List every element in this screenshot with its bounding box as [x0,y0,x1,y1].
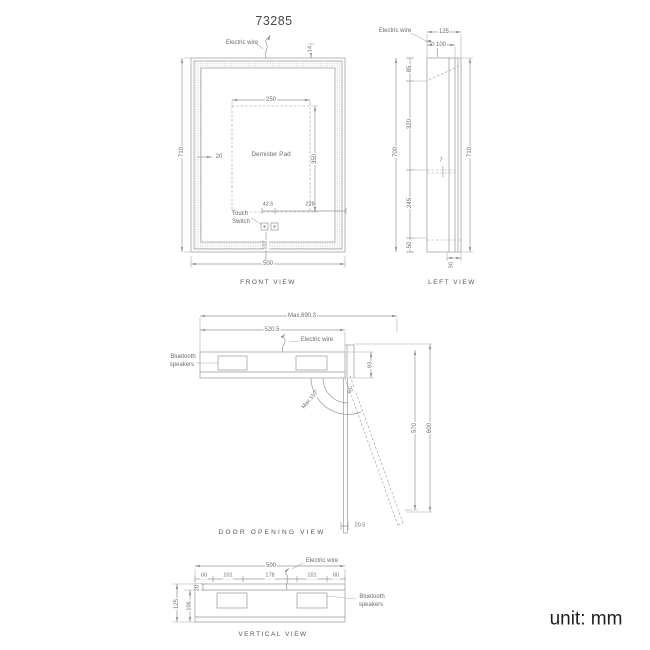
vertical-seg-60a-label: 60 [200,572,208,579]
demister-pad-label: Demister Pad [251,150,291,158]
vertical-dim-20 [200,584,206,590]
left-view-title: LEFT VIEW [428,278,476,286]
door-open-110-dashed [345,376,403,525]
door-electric-wire-label: Electric wire [300,337,334,343]
vertical-dim-106-label: 106 [186,601,193,611]
angle-arcs [311,378,361,414]
left-extension-lines [414,34,473,261]
wall-bracket [345,345,354,378]
speaker-left-door [218,356,247,370]
vertical-seg-101a-label: 101 [223,572,233,579]
door-dim-20-5-label: 20.5 [354,522,366,529]
drawing-title: 73285 [255,13,293,28]
vertical-view-title: VERTICAL VIEW [238,630,308,638]
left-dim-125-label: 125 [438,29,450,35]
left-dim-700-label: 700 [393,146,399,158]
front-dim-switch [262,208,346,264]
touch-switch-glyph-1 [264,226,266,228]
front-dim-14-label: 14 [307,45,314,53]
door-dim-570-label: 570 [412,422,418,434]
left-dim-100-label: 100 [435,42,447,48]
touch-switch-glyph-2 [274,226,276,228]
door-dim-520-label: 520.5 [264,327,280,333]
door-angle-90-label: 90° [346,385,357,396]
front-leader-lines [251,44,263,224]
door-dim-max-label: Max.690.3 [287,313,317,319]
vertical-inner-lines [195,590,345,617]
touch-switch-label-1: Touch [231,211,249,217]
door-extension-lines [200,318,432,512]
left-dim-245-label: 245 [407,197,413,209]
door-dim-20-5 [341,522,348,530]
front-dim-350-label: 350 [312,153,318,165]
left-dim-710-label: 710 [467,146,473,158]
door-bluetooth-label-1: Bluetooth [170,354,196,360]
front-electric-wire-label: Electric wire [225,40,259,46]
vertical-leader-lines [292,563,356,599]
front-dim-250-label: 250 [265,97,277,103]
vertical-bluetooth-label-2: speakers [358,602,384,608]
front-dim-102-label: 102 [262,240,269,250]
left-dim-85-label: 85 [407,65,413,73]
touch-switch-label-2: Switch [232,219,250,225]
door-dim-600-label: 600 [427,422,433,434]
vertical-dim-20-label: 20 [194,584,201,592]
vertical-dim-500-label: 500 [265,563,277,569]
vertical-seg-178-label: 178 [265,572,275,579]
vertical-seg-60b-label: 60 [332,572,340,579]
left-leader-line [411,33,432,44]
left-dim-50-bottom-label: 50 [448,261,455,269]
front-dim-710-label: 710 [179,146,185,158]
door-dim-93-label: 93 [367,361,374,369]
left-inner-lines [449,58,458,252]
electric-wire-front [265,35,270,58]
left-dim-segments [406,58,414,252]
door-open-90 [344,378,348,533]
door-bluetooth-label-2: speakers [169,362,195,368]
vertical-extension-lines [172,569,345,622]
door-angle-110-label: Max.110° [300,388,321,411]
left-dim-7-label: 7 [439,157,443,164]
demister-pad-outline [232,106,310,212]
electric-wire-door [282,334,285,352]
front-view-title: FRONT VIEW [240,278,296,286]
front-dim-42-label: 42.5 [262,201,274,208]
left-dim-320-label: 320 [407,118,413,130]
speaker-right-door [296,356,327,370]
front-dim-228-label: 228 [305,201,315,208]
vertical-bluetooth-label-1: Bluetooth [359,594,385,600]
speaker-right-vertical [297,593,327,608]
left-electric-wire-label: Electric wire [378,28,412,34]
unit-label: unit: mm [549,608,623,630]
left-body-outline [427,58,461,252]
vertical-seg-101b-label: 101 [307,572,317,579]
left-dim-50-label: 50 [407,241,413,249]
front-dim-500-label: 500 [262,261,274,267]
left-dashed-details [427,66,461,240]
vertical-electric-wire-label: Electric wire [305,558,339,564]
vertical-view-drawing [172,563,356,622]
front-dim-20-label: 20 [215,154,223,160]
door-opening-view-drawing [196,316,432,533]
speaker-left-vertical [217,593,247,608]
door-view-title: DOOR OPENING VIEW [218,528,326,536]
vertical-dim-125-label: 125 [174,598,180,610]
